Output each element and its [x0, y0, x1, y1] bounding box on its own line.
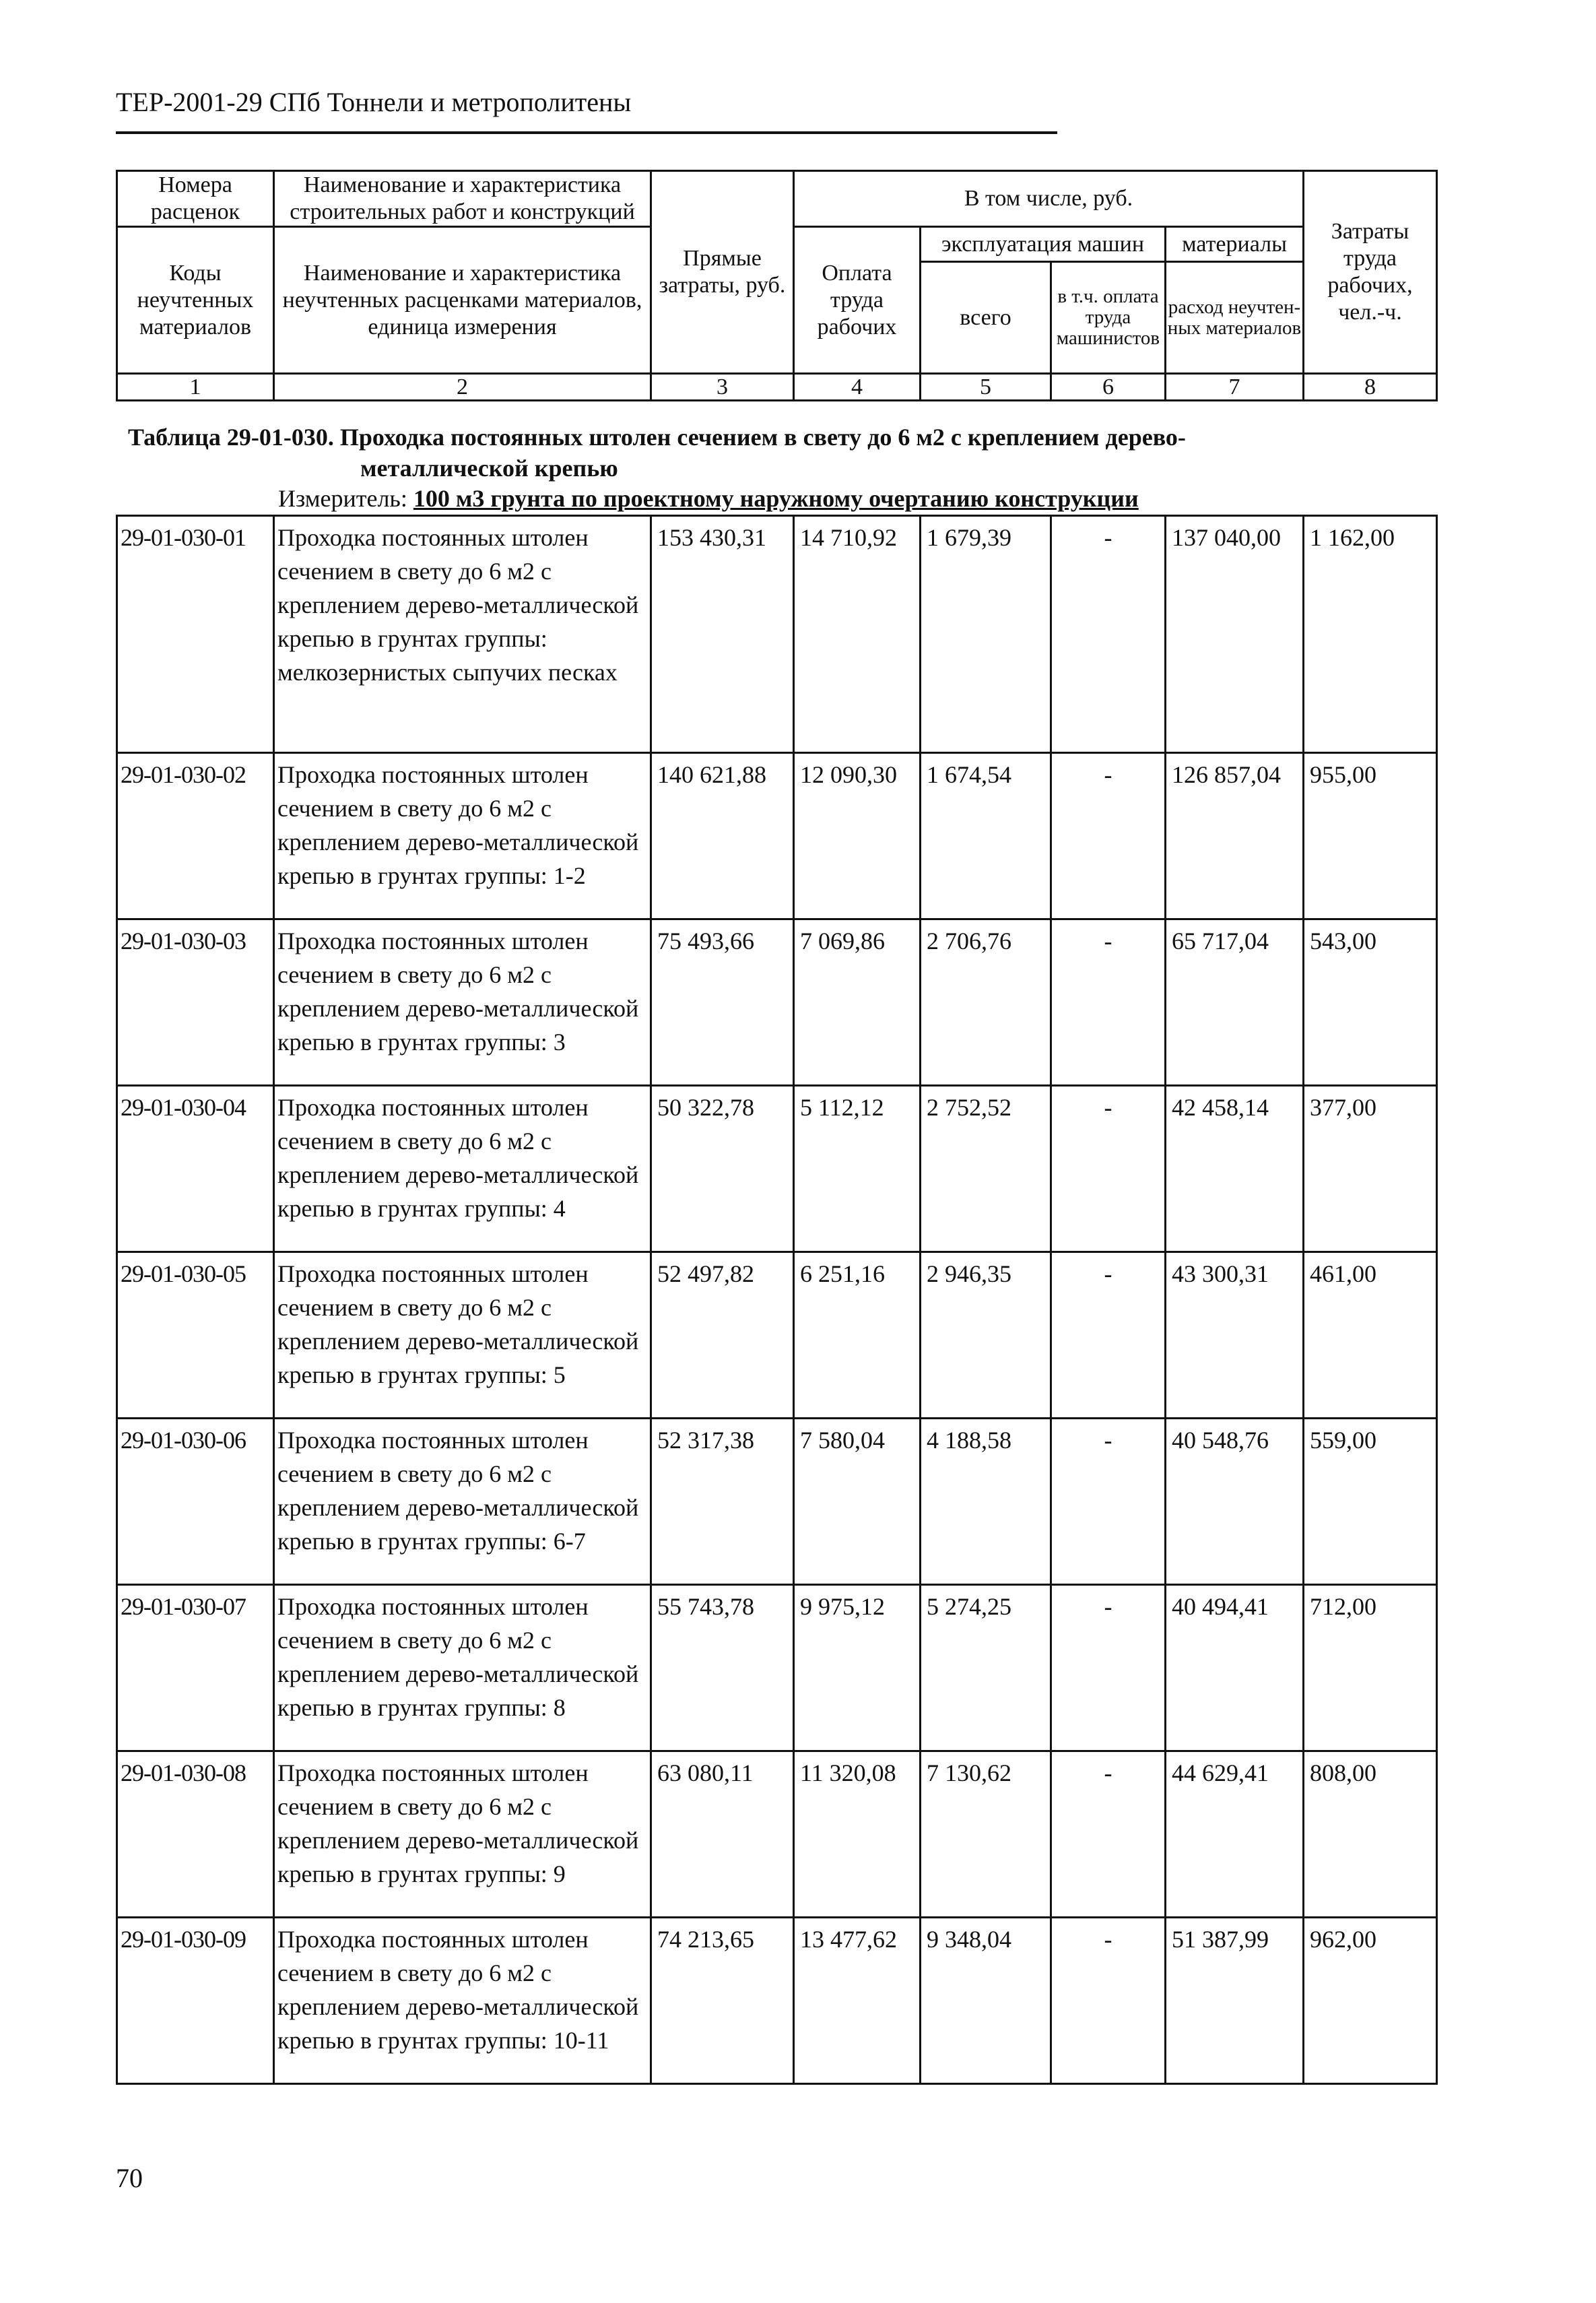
materials-cost: 40 494,41: [1166, 1585, 1304, 1751]
column-number: 1: [117, 374, 274, 401]
direct-costs: 140 621,88: [651, 753, 794, 919]
header-worker-pay: Оплата труда рабочих: [794, 227, 921, 374]
rate-code: 29-01-030-09: [117, 1918, 274, 2084]
labor-hours: 955,00: [1304, 753, 1437, 919]
rate-name: Проходка постоянных штолен сечением в свету до 6 м2 с креплением дерево-металлической крепью в грунтах группы: 6-7: [274, 1419, 651, 1585]
operator-pay: -: [1051, 1419, 1166, 1585]
table-row: [117, 1419, 1437, 1585]
rate-code: 29-01-030-08: [117, 1751, 274, 1918]
direct-costs: 74 213,65: [651, 1918, 794, 2084]
rate-code: 29-01-030-05: [117, 1252, 274, 1419]
rate-code: 29-01-030-06: [117, 1419, 274, 1585]
header-unaccounted-materials: расход неучтен-ных материалов: [1166, 262, 1304, 374]
labor-hours: 543,00: [1304, 919, 1437, 1086]
rate-name: Проходка постоянных штолен сечением в свету до 6 м2 с креплением дерево-металлической крепью в грунтах группы: 1-2: [274, 753, 651, 919]
materials-cost: 65 717,04: [1166, 919, 1304, 1086]
direct-costs: 50 322,78: [651, 1086, 794, 1252]
rate-code: 29-01-030-02: [117, 753, 274, 919]
rate-code: 29-01-030-01: [117, 516, 274, 753]
column-number: 7: [1166, 374, 1304, 401]
direct-costs: 55 743,78: [651, 1585, 794, 1751]
rate-name: Проходка постоянных штолен сечением в свету до 6 м2 с креплением дерево-металлической крепью в грунтах группы: 5: [274, 1252, 651, 1419]
rate-code: 29-01-030-04: [117, 1086, 274, 1252]
machines-total: 1 674,54: [921, 753, 1051, 919]
direct-costs: 52 497,82: [651, 1252, 794, 1419]
header-materials: материалы: [1166, 227, 1304, 262]
header-rate-number: Номера расценок: [117, 171, 274, 227]
table-row: [117, 1585, 1437, 1751]
table-title: [128, 422, 1354, 484]
worker-pay: 9 975,12: [794, 1585, 921, 1751]
worker-pay: 6 251,16: [794, 1252, 921, 1419]
operator-pay: -: [1051, 1918, 1166, 2084]
column-number: 2: [274, 374, 651, 401]
operator-pay: -: [1051, 1086, 1166, 1252]
header-including-group: В том числе, руб.: [794, 171, 1304, 227]
running-title: ТЕР-2001-29 СПб Тоннели и метрополитены: [116, 87, 632, 117]
header-direct-costs: Прямые затраты, руб.: [651, 171, 794, 374]
table-row: [117, 753, 1437, 919]
rates-table: [116, 515, 1438, 2085]
table-row: [117, 1086, 1437, 1252]
materials-cost: 126 857,04: [1166, 753, 1304, 919]
operator-pay: -: [1051, 1252, 1166, 1419]
rate-name: Проходка постоянных штолен сечением в свету до 6 м2 с креплением дерево-металлической крепью в грунтах группы: мелкозернистых сыпучих песках: [274, 516, 651, 753]
rate-name: Проходка постоянных штолен сечением в свету до 6 м2 с креплением дерево-металлической крепью в грунтах группы: 3: [274, 919, 651, 1086]
table-title-line-1: Таблица 29-01-030. Проходка постоянных штолен сечением в свету до 6 м2 с креплением дерево-: [128, 424, 1186, 451]
materials-cost: 42 458,14: [1166, 1086, 1304, 1252]
header-work-name: Наименование и характеристика строительных работ и конструкций: [274, 171, 651, 227]
machines-total: 2 706,76: [921, 919, 1051, 1086]
table-row: [117, 1252, 1437, 1419]
header-machines-total: всего: [921, 262, 1051, 374]
rate-name: Проходка постоянных штолен сечением в свету до 6 м2 с креплением дерево-металлической крепью в грунтах группы: 4: [274, 1086, 651, 1252]
operator-pay: -: [1051, 919, 1166, 1086]
header-labor-hours: Затраты труда рабочих, чел.-ч.: [1304, 171, 1437, 374]
labor-hours: 377,00: [1304, 1086, 1437, 1252]
worker-pay: 14 710,92: [794, 516, 921, 753]
direct-costs: 75 493,66: [651, 919, 794, 1086]
header-rule: [116, 131, 1057, 134]
header-material-names: Наименование и характеристика неучтенных расценками материалов, единица измерения: [274, 227, 651, 374]
column-number: 6: [1051, 374, 1166, 401]
operator-pay: -: [1051, 516, 1166, 753]
column-number: 3: [651, 374, 794, 401]
worker-pay: 11 320,08: [794, 1751, 921, 1918]
rate-name: Проходка постоянных штолен сечением в свету до 6 м2 с креплением дерево-металлической крепью в грунтах группы: 10-11: [274, 1918, 651, 2084]
table-row: [117, 1918, 1437, 2084]
rate-code: 29-01-030-03: [117, 919, 274, 1086]
header-operator-pay: в т.ч. оплата труда машинистов: [1051, 262, 1166, 374]
worker-pay: 7 580,04: [794, 1419, 921, 1585]
machines-total: 1 679,39: [921, 516, 1051, 753]
worker-pay: 5 112,12: [794, 1086, 921, 1252]
labor-hours: 461,00: [1304, 1252, 1437, 1419]
header-machine-operation: эксплуатация машин: [921, 227, 1166, 262]
direct-costs: 52 317,38: [651, 1419, 794, 1585]
machines-total: 2 752,52: [921, 1086, 1051, 1252]
header-material-codes: Коды неучтенных материалов: [117, 227, 274, 374]
measure-label: Измеритель:: [278, 485, 407, 512]
worker-pay: 13 477,62: [794, 1918, 921, 2084]
rate-name: Проходка постоянных штолен сечением в свету до 6 м2 с креплением дерево-металлической крепью в грунтах группы: 9: [274, 1751, 651, 1918]
machines-total: 7 130,62: [921, 1751, 1051, 1918]
operator-pay: -: [1051, 1751, 1166, 1918]
materials-cost: 137 040,00: [1166, 516, 1304, 753]
machines-total: 4 188,58: [921, 1419, 1051, 1585]
rate-name: Проходка постоянных штолен сечением в свету до 6 м2 с креплением дерево-металлической крепью в грунтах группы: 8: [274, 1585, 651, 1751]
labor-hours: 1 162,00: [1304, 516, 1437, 753]
column-number: 8: [1304, 374, 1437, 401]
table-row: [117, 919, 1437, 1086]
machines-total: 9 348,04: [921, 1918, 1051, 2084]
worker-pay: 12 090,30: [794, 753, 921, 919]
worker-pay: 7 069,86: [794, 919, 921, 1086]
direct-costs: 63 080,11: [651, 1751, 794, 1918]
column-number: 4: [794, 374, 921, 401]
materials-cost: 40 548,76: [1166, 1419, 1304, 1585]
table-row: [117, 1751, 1437, 1918]
labor-hours: 559,00: [1304, 1419, 1437, 1585]
materials-cost: 51 387,99: [1166, 1918, 1304, 2084]
operator-pay: -: [1051, 753, 1166, 919]
table-row: [117, 516, 1437, 753]
page-number: 70: [116, 2163, 143, 2193]
measure-value: 100 м3 грунта по проектному наружному очертанию конструкции: [413, 485, 1139, 512]
labor-hours: 962,00: [1304, 1918, 1437, 2084]
machines-total: 2 946,35: [921, 1252, 1051, 1419]
labor-hours: 712,00: [1304, 1585, 1437, 1751]
direct-costs: 153 430,31: [651, 516, 794, 753]
machines-total: 5 274,25: [921, 1585, 1051, 1751]
column-number: 5: [921, 374, 1051, 401]
rate-code: 29-01-030-07: [117, 1585, 274, 1751]
table-header: [116, 170, 1438, 401]
materials-cost: 44 629,41: [1166, 1751, 1304, 1918]
table-title-line-2: металлической крепью: [360, 455, 618, 482]
labor-hours: 808,00: [1304, 1751, 1437, 1918]
measure-unit: [278, 484, 1139, 513]
materials-cost: 43 300,31: [1166, 1252, 1304, 1419]
operator-pay: -: [1051, 1585, 1166, 1751]
